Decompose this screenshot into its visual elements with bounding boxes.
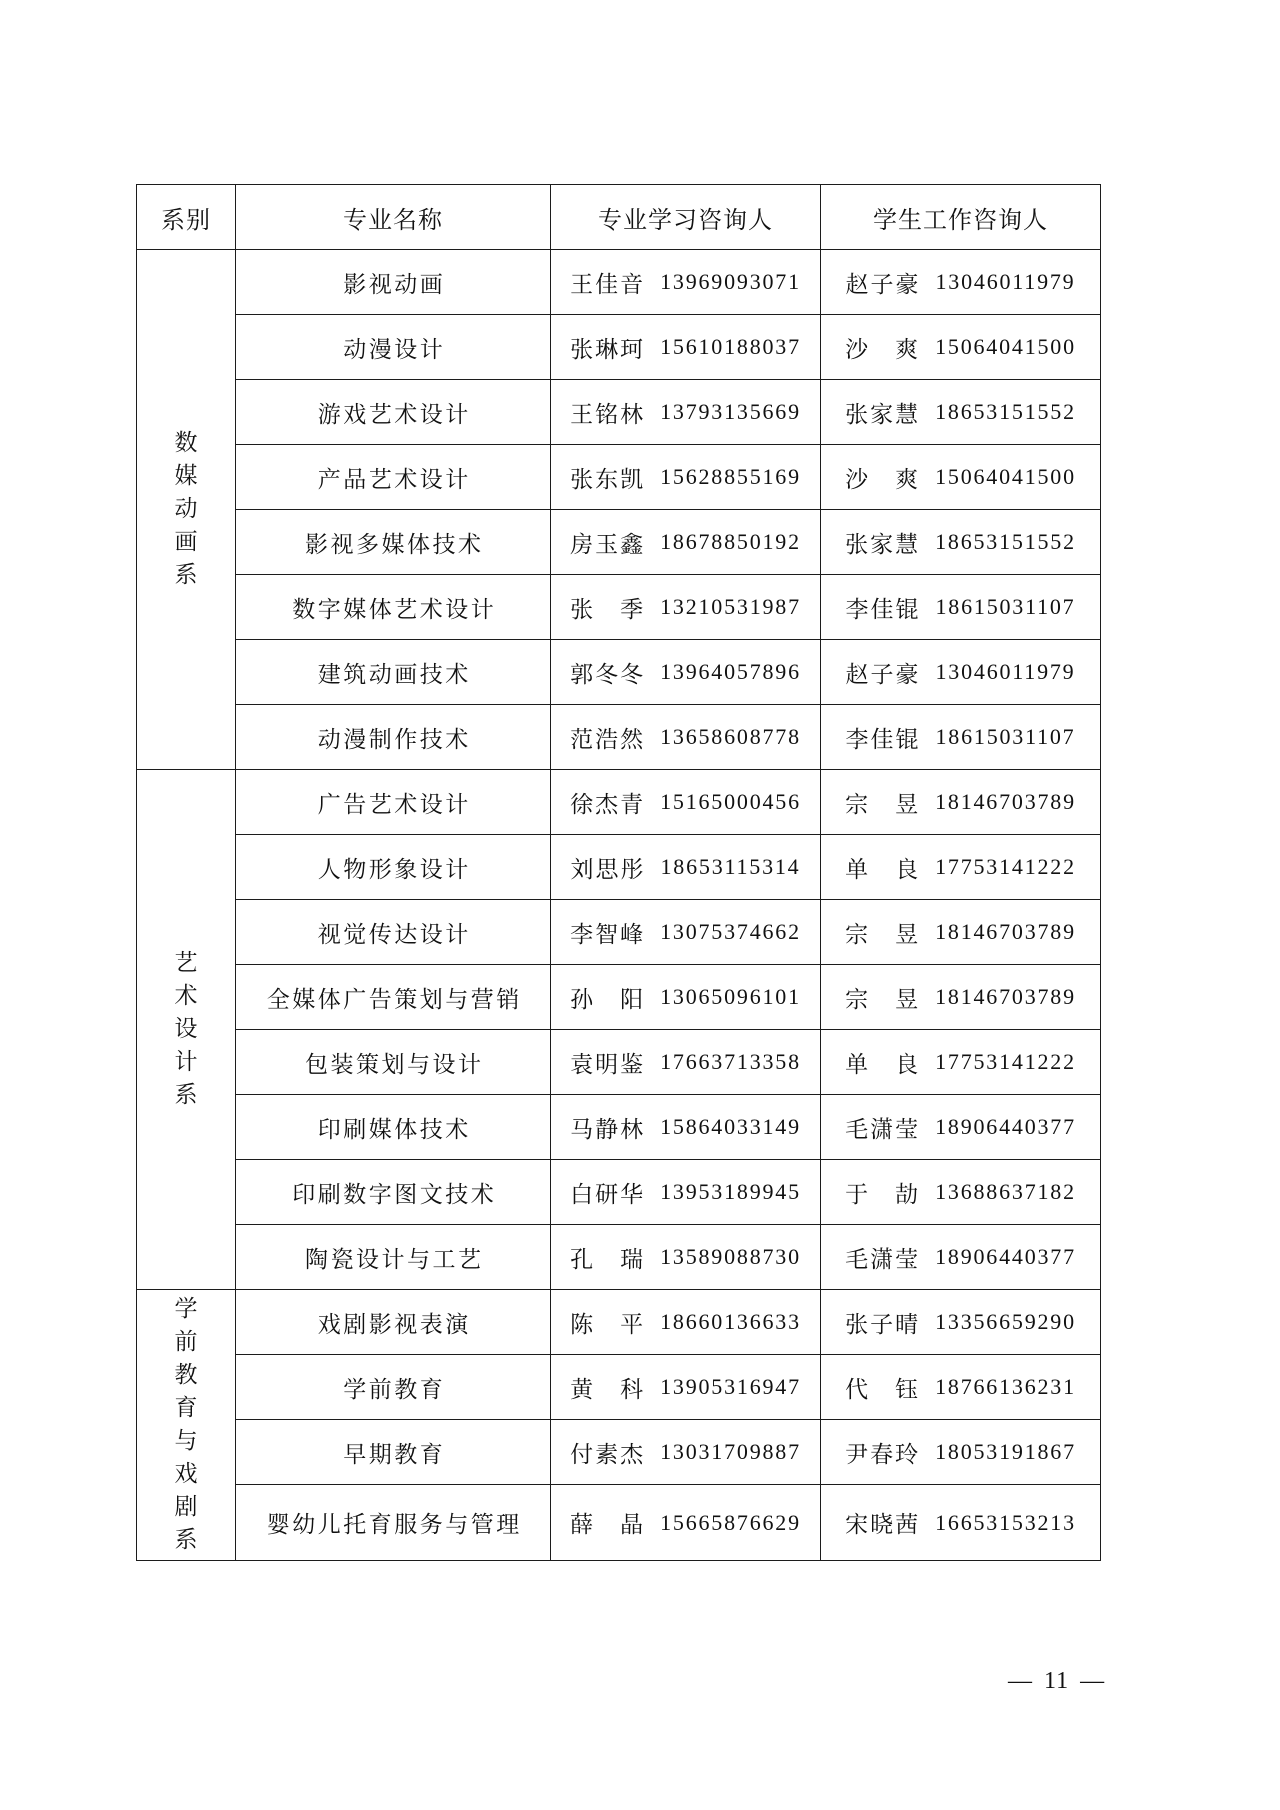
major-name: 建筑动画技术: [236, 640, 551, 705]
student-contact: [821, 1420, 1101, 1485]
contact-name: 宋晓茜: [845, 1512, 919, 1538]
study-contact: [551, 1095, 821, 1160]
department-name: 学前教育与戏剧系: [174, 1296, 198, 1553]
table-row: [137, 575, 1101, 640]
table-row: [137, 640, 1101, 705]
contact-phone: 13658608778: [660, 724, 801, 749]
contact-table: [136, 184, 1101, 1561]
header-major: 专业名称: [236, 185, 551, 250]
contact-name: 刘思彤: [570, 856, 644, 883]
contact-phone: 15864033149: [660, 1114, 801, 1139]
study-contact: [551, 1485, 821, 1561]
contact-phone: 15665876629: [660, 1509, 801, 1535]
table-header-row: [137, 185, 1101, 250]
major-name: 广告艺术设计: [236, 770, 551, 835]
contact-phone: 17753141222: [935, 1049, 1076, 1074]
contact-name: 徐杰青: [570, 791, 644, 818]
contact-name: 单良: [845, 856, 919, 883]
contact-name: 毛潇莹: [845, 1246, 919, 1273]
contact-phone: 15165000456: [660, 789, 801, 814]
contact-name: 袁明鉴: [570, 1051, 644, 1078]
table-row: [137, 1290, 1101, 1355]
contact-name: 宗昱: [845, 921, 919, 948]
contact-name: 宗昱: [845, 791, 919, 818]
contact-name: 赵子豪: [845, 661, 919, 688]
contact-phone: 15628855169: [660, 464, 801, 489]
major-name: 戏剧影视表演: [236, 1290, 551, 1355]
student-contact: [821, 250, 1101, 315]
table-row: [137, 770, 1101, 835]
study-contact: [551, 445, 821, 510]
study-contact: [551, 705, 821, 770]
contact-name: 张季: [570, 596, 644, 623]
study-contact: [551, 1420, 821, 1485]
contact-phone: 13589088730: [660, 1244, 801, 1269]
contact-name: 付素杰: [570, 1441, 644, 1468]
study-contact: [551, 835, 821, 900]
study-contact: [551, 640, 821, 705]
contact-phone: 18146703789: [935, 789, 1076, 814]
student-contact: [821, 1160, 1101, 1225]
study-contact: [551, 1160, 821, 1225]
contact-phone: 18615031107: [935, 594, 1076, 619]
contact-phone: 13046011979: [935, 659, 1076, 684]
table-row: [137, 315, 1101, 380]
contact-name: 张东凯: [570, 466, 644, 493]
study-contact: [551, 900, 821, 965]
contact-phone: 17663713358: [660, 1049, 801, 1074]
contact-phone: 15064041500: [935, 334, 1076, 359]
contact-name: 陈平: [570, 1311, 644, 1338]
table-row: [137, 1030, 1101, 1095]
contact-name: 白研华: [570, 1181, 644, 1208]
table-row: [137, 510, 1101, 575]
major-name: 动漫设计: [236, 315, 551, 380]
contact-name: 于劼: [845, 1181, 919, 1208]
major-name: 学前教育: [236, 1355, 551, 1420]
contact-phone: 13969093071: [660, 269, 801, 294]
contact-name: 尹春玲: [845, 1441, 919, 1468]
contact-phone: 13210531987: [660, 594, 801, 619]
major-name: 影视多媒体技术: [236, 510, 551, 575]
table-row: [137, 1095, 1101, 1160]
student-contact: [821, 900, 1101, 965]
table-row: [137, 965, 1101, 1030]
contact-name: 毛潇莹: [845, 1116, 919, 1143]
header-department: 系别: [137, 185, 236, 250]
department-name: 艺术设计系: [174, 950, 198, 1108]
table-row: [137, 445, 1101, 510]
department-name: 数媒动画系: [174, 430, 198, 588]
contact-phone: 18653151552: [935, 399, 1076, 424]
study-contact: [551, 1030, 821, 1095]
major-name: 包装策划与设计: [236, 1030, 551, 1095]
major-name: 视觉传达设计: [236, 900, 551, 965]
contact-phone: 18615031107: [935, 724, 1076, 749]
contact-phone: 13793135669: [660, 399, 801, 424]
contact-name: 沙爽: [845, 336, 919, 363]
contact-name: 代钰: [845, 1376, 919, 1403]
department-cell: [137, 250, 236, 770]
table-row: [137, 1355, 1101, 1420]
contact-phone: 13065096101: [660, 984, 801, 1009]
table-row: [137, 1160, 1101, 1225]
table-row: [137, 705, 1101, 770]
major-name: 陶瓷设计与工艺: [236, 1225, 551, 1290]
major-name: 人物形象设计: [236, 835, 551, 900]
student-contact: [821, 1355, 1101, 1420]
contact-name: 沙爽: [845, 466, 919, 493]
contact-name: 范浩然: [570, 726, 644, 753]
contact-name: 张家慧: [845, 531, 919, 558]
contact-phone: 18660136633: [660, 1309, 801, 1334]
contact-phone: 13688637182: [935, 1179, 1076, 1204]
study-contact: [551, 510, 821, 575]
student-contact: [821, 510, 1101, 575]
header-study-contact: 专业学习咨询人: [551, 185, 821, 250]
student-contact: [821, 1225, 1101, 1290]
student-contact: [821, 965, 1101, 1030]
table-row: [137, 1485, 1101, 1561]
contact-phone: 18766136231: [935, 1374, 1076, 1399]
major-name: 数字媒体艺术设计: [236, 575, 551, 640]
contact-phone: 13905316947: [660, 1374, 801, 1399]
study-contact: [551, 250, 821, 315]
study-contact: [551, 965, 821, 1030]
contact-phone: 13075374662: [660, 919, 801, 944]
contact-name: 黄科: [570, 1376, 644, 1403]
contact-phone: 13356659290: [935, 1309, 1076, 1334]
contact-phone: 16653153213: [935, 1509, 1076, 1535]
major-name: 产品艺术设计: [236, 445, 551, 510]
contact-name: 宗昱: [845, 986, 919, 1013]
contact-name: 张琳珂: [570, 336, 644, 363]
contact-phone: 18146703789: [935, 984, 1076, 1009]
contact-name: 李佳锟: [845, 726, 919, 753]
contact-name: 王铭林: [570, 401, 644, 428]
table-row: [137, 835, 1101, 900]
contact-name: 薛晶: [570, 1512, 644, 1538]
table-row: [137, 250, 1101, 315]
contact-name: 郭冬冬: [570, 661, 644, 688]
contact-phone: 17753141222: [935, 854, 1076, 879]
major-name: 游戏艺术设计: [236, 380, 551, 445]
contact-name: 李智峰: [570, 921, 644, 948]
major-name: 影视动画: [236, 250, 551, 315]
study-contact: [551, 770, 821, 835]
contact-phone: 18678850192: [660, 529, 801, 554]
contact-name: 李佳锟: [845, 596, 919, 623]
student-contact: [821, 640, 1101, 705]
contact-name: 孙阳: [570, 986, 644, 1013]
department-cell: [137, 1290, 236, 1561]
contact-phone: 13953189945: [660, 1179, 801, 1204]
contact-phone: 15610188037: [660, 334, 801, 359]
contact-phone: 15064041500: [935, 464, 1076, 489]
page-number: — 11 —: [1008, 1668, 1106, 1694]
student-contact: [821, 705, 1101, 770]
major-name: 全媒体广告策划与营销: [236, 965, 551, 1030]
contact-phone: 18906440377: [935, 1244, 1076, 1269]
contact-name: 马静林: [570, 1116, 644, 1143]
student-contact: [821, 1030, 1101, 1095]
student-contact: [821, 380, 1101, 445]
student-contact: [821, 1485, 1101, 1561]
contact-phone: 18653115314: [660, 854, 801, 879]
header-student-contact: 学生工作咨询人: [821, 185, 1101, 250]
table-row: [137, 380, 1101, 445]
student-contact: [821, 315, 1101, 380]
contact-name: 王佳音: [570, 271, 644, 298]
study-contact: [551, 1355, 821, 1420]
contact-name: 房玉鑫: [570, 531, 644, 558]
study-contact: [551, 380, 821, 445]
contact-name: 单良: [845, 1051, 919, 1078]
table-row: [137, 1420, 1101, 1485]
contact-phone: 13964057896: [660, 659, 801, 684]
contact-phone: 13046011979: [935, 269, 1076, 294]
major-name: 印刷数字图文技术: [236, 1160, 551, 1225]
student-contact: [821, 575, 1101, 640]
contact-name: 孔瑞: [570, 1246, 644, 1273]
table-row: [137, 1225, 1101, 1290]
contact-phone: 18906440377: [935, 1114, 1076, 1139]
student-contact: [821, 1095, 1101, 1160]
contact-name: 赵子豪: [845, 271, 919, 298]
major-name: 印刷媒体技术: [236, 1095, 551, 1160]
study-contact: [551, 315, 821, 380]
student-contact: [821, 770, 1101, 835]
department-cell: [137, 770, 236, 1290]
contact-phone: 18146703789: [935, 919, 1076, 944]
contact-phone: 18053191867: [935, 1439, 1076, 1464]
table-row: [137, 900, 1101, 965]
major-name: 婴幼儿托育服务与管理: [236, 1485, 551, 1561]
contact-name: 张子晴: [845, 1311, 919, 1338]
contact-name: 张家慧: [845, 401, 919, 428]
study-contact: [551, 575, 821, 640]
study-contact: [551, 1225, 821, 1290]
student-contact: [821, 1290, 1101, 1355]
study-contact: [551, 1290, 821, 1355]
student-contact: [821, 835, 1101, 900]
contact-phone: 13031709887: [660, 1439, 801, 1464]
major-name: 早期教育: [236, 1420, 551, 1485]
contact-phone: 18653151552: [935, 529, 1076, 554]
student-contact: [821, 445, 1101, 510]
major-name: 动漫制作技术: [236, 705, 551, 770]
